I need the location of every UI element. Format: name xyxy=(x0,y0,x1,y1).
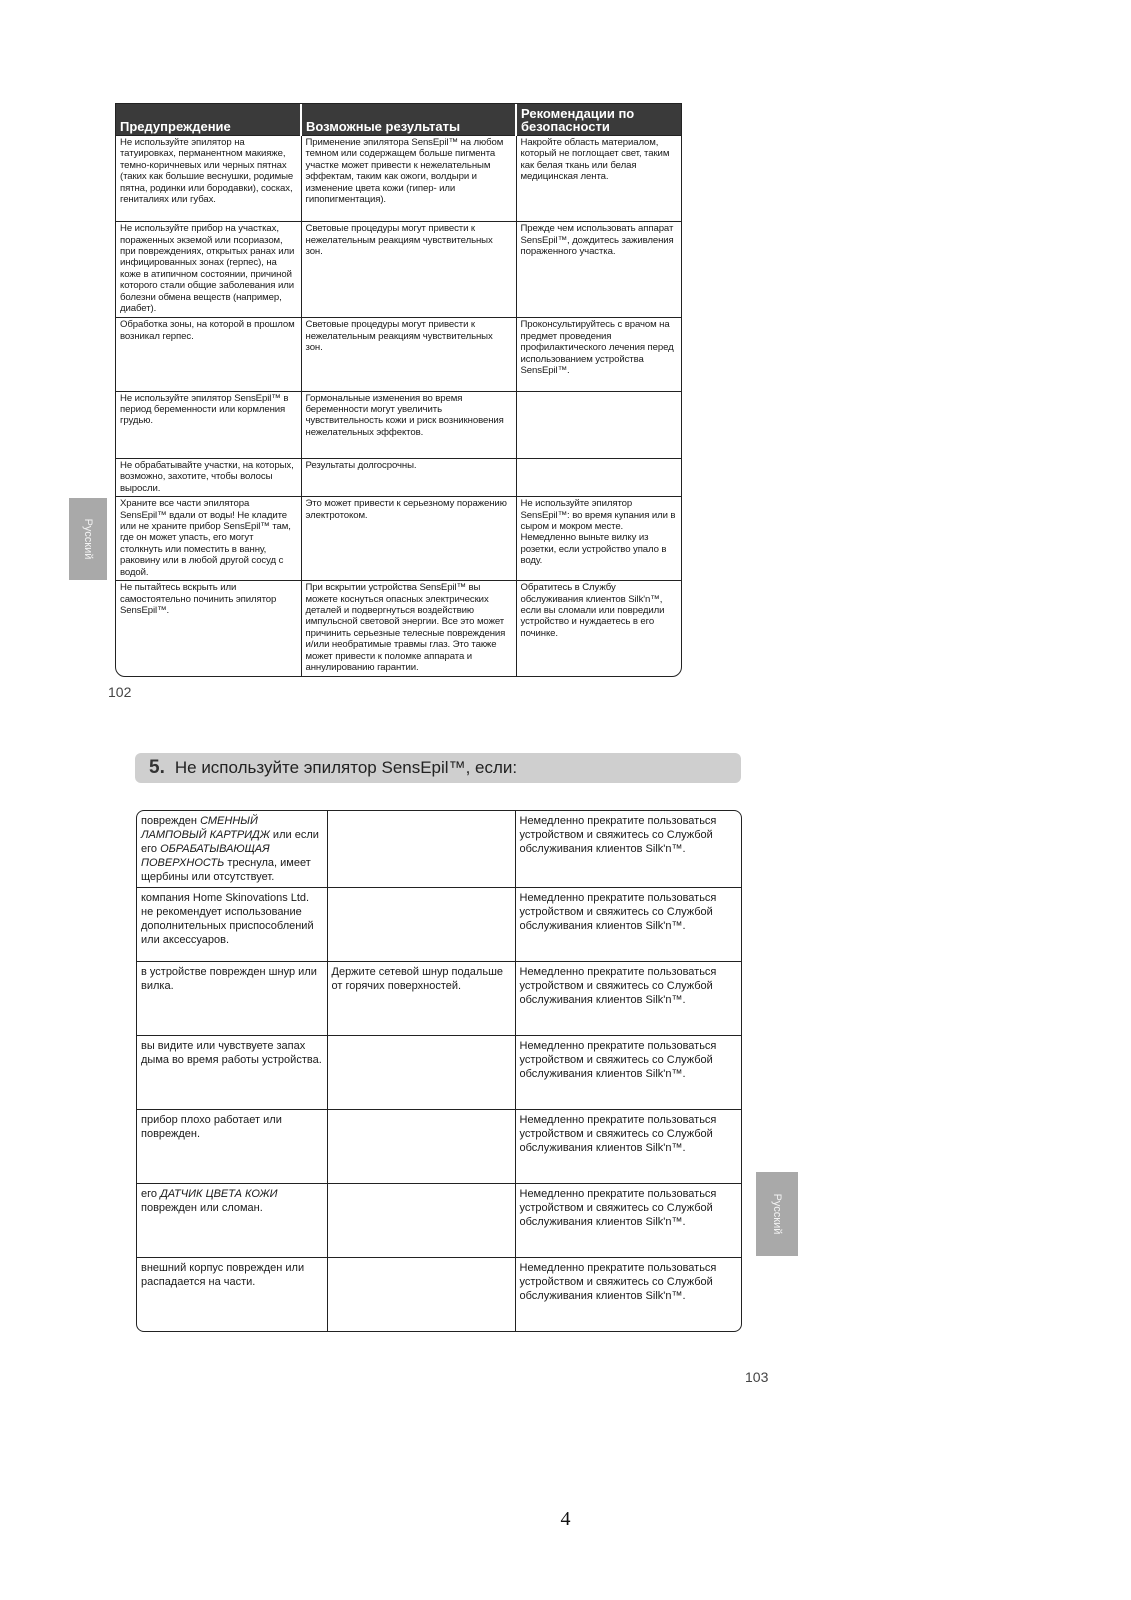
condition-text: треснула, имеет щербины или отсутствует. xyxy=(141,857,311,883)
condition-text: компания Home Skinovations Ltd. не рекомендует использование дополнительных приспособлений или аксессуаров. xyxy=(141,892,314,946)
result-cell: Применение эпилятора SensEpil™ на любом темном или содержащем больше пигмента участке может привести к нежелательным эффектам, таким как ожоги, волдыри и изменение цвета кожи (гипер- или гипопигментация). xyxy=(301,136,516,222)
section-heading xyxy=(135,753,741,783)
warnings-table-header xyxy=(116,104,681,136)
component-name-text: ДАТЧИК ЦВЕТА КОЖИ xyxy=(160,1188,278,1200)
condition-text: поврежден xyxy=(141,815,201,827)
page-number-left: 102 xyxy=(108,684,132,700)
table-row xyxy=(137,1110,741,1184)
recommendation-cell: Обратитесь в Службу обслуживания клиентов Silk'n™, если вы сломали или повредили устройство и нуждаетесь в его починке. xyxy=(516,581,681,676)
result-cell: Световые процедуры могут привести к нежелательным реакциям чувствительных зон. xyxy=(301,222,516,318)
header-possible-results: Возможные результаты xyxy=(301,104,516,136)
condition-text: прибор плохо работает или поврежден. xyxy=(141,1114,282,1140)
table-row xyxy=(137,962,741,1036)
warning-cell: Не пытайтесь вскрыть или самостоятельно починить эпилятор SensEpil™. xyxy=(116,581,301,676)
condition-cell xyxy=(137,1036,327,1110)
language-side-tab-left xyxy=(69,498,107,580)
condition-cell xyxy=(137,1184,327,1258)
warning-cell: Не обрабатывайте участки, на которых, возможно, захотите, чтобы волосы выросли. xyxy=(116,458,301,496)
do-not-use-table xyxy=(136,810,742,1332)
note-cell xyxy=(327,1110,515,1184)
action-cell: Немедленно прекратите пользоваться устройством и свяжитесь со Службой обслуживания клиентов Silk'n™. xyxy=(515,1184,741,1258)
action-cell: Немедленно прекратите пользоваться устройством и свяжитесь со Службой обслуживания клиентов Silk'n™. xyxy=(515,811,741,888)
condition-text: его xyxy=(141,1188,161,1200)
note-cell xyxy=(327,811,515,888)
action-cell: Немедленно прекратите пользоваться устройством и свяжитесь со Службой обслуживания клиентов Silk'n™. xyxy=(515,962,741,1036)
warning-cell: Не используйте прибор на участках, пораженных экземой или псориазом, при повреждениях, открытых ранах или инфицированных зонах (герпес), на коже в атипичном состоянии, причиной которого стали общие заболевания или болезни обмена веществ (например, диабет). xyxy=(116,222,301,318)
note-cell xyxy=(327,1184,515,1258)
condition-cell xyxy=(137,1110,327,1184)
language-side-tab-right xyxy=(756,1172,798,1256)
table-row xyxy=(137,888,741,962)
component-name-text: ОБРАБАТЫВАЮЩАЯ ПОВЕРХНОСТЬ xyxy=(141,843,270,869)
condition-cell xyxy=(137,962,327,1036)
condition-text: или если его xyxy=(141,829,319,855)
table-row xyxy=(116,391,681,458)
header-safety-recommendations: Рекомендации по безопасности xyxy=(516,104,681,136)
warning-cell: Не используйте эпилятор SensEpil™ в период беременности или кормления грудью. xyxy=(116,391,301,458)
section-number: 5. xyxy=(149,757,165,778)
recommendation-cell xyxy=(516,391,681,458)
note-cell: Держите сетевой шнур подальше от горячих поверхностей. xyxy=(327,962,515,1036)
component-name-text: СМЕННЫЙ ЛАМПОВЫЙ КАРТРИДЖ xyxy=(141,815,270,841)
table-row xyxy=(116,136,681,222)
action-cell: Немедленно прекратите пользоваться устройством и свяжитесь со Службой обслуживания клиентов Silk'n™. xyxy=(515,888,741,962)
note-cell xyxy=(327,888,515,962)
result-cell: Гормональные изменения во время беременности могут увеличить чувствительность кожи и риск возникновения нежелательных эффектов. xyxy=(301,391,516,458)
table-row xyxy=(137,1036,741,1110)
language-tab-label: Русский xyxy=(82,518,94,560)
recommendation-cell: Прежде чем использовать аппарат SensEpil™, дождитесь заживления пораженного участка. xyxy=(516,222,681,318)
table-row xyxy=(116,318,681,391)
section-title: Не используйте эпилятор SensEpil™, если: xyxy=(174,758,518,777)
page-number-right: 103 xyxy=(745,1369,769,1385)
warning-cell: Не используйте эпилятор на татуировках, перманентном макияже, темно-коричневых или черных пятнах (таких как большие веснушки, родимые пятна, родинки или бородавки), сосках, гениталиях или губах. xyxy=(116,136,301,222)
recommendation-cell: Проконсультируйтесь с врачом на предмет проведения профилактического лечения перед использованием устройства SensEpil™. xyxy=(516,318,681,391)
condition-cell xyxy=(137,811,327,888)
warning-cell: Храните все части эпилятора SensEpil™ вдали от воды! Не кладите или не храните прибор SensEpil™ там, где он может упасть, его могут столкнуть или поместить в ванну, раковину или в любой другой сосуд с водой. xyxy=(116,497,301,581)
table-row xyxy=(116,458,681,496)
table-row xyxy=(137,811,741,888)
warnings-table xyxy=(115,103,682,677)
result-cell: При вскрытии устройства SensEpil™ вы можете коснуться опасных электрических деталей и подвергнуться воздействию импульсной световой энергии. Все это может причинить серьезные телесные повреждения и/или необратимые травмы глаз. Это также может привести к поломке аппарата и аннулированию гарантии. xyxy=(301,581,516,676)
warning-cell: Обработка зоны, на которой в прошлом возникал герпес. xyxy=(116,318,301,391)
table-row xyxy=(116,222,681,318)
action-cell: Немедленно прекратите пользоваться устройством и свяжитесь со Службой обслуживания клиентов Silk'n™. xyxy=(515,1036,741,1110)
condition-cell xyxy=(137,1258,327,1333)
table-row xyxy=(137,1258,741,1333)
result-cell: Световые процедуры могут привести к нежелательным реакциям чувствительных зон. xyxy=(301,318,516,391)
language-tab-label: Русский xyxy=(771,1193,783,1235)
note-cell xyxy=(327,1036,515,1110)
result-cell: Результаты долгосрочны. xyxy=(301,458,516,496)
note-cell xyxy=(327,1258,515,1333)
condition-cell xyxy=(137,888,327,962)
action-cell: Немедленно прекратите пользоваться устройством и свяжитесь со Службой обслуживания клиентов Silk'n™. xyxy=(515,1110,741,1184)
result-cell: Это может привести к серьезному поражению электротоком. xyxy=(301,497,516,581)
recommendation-cell xyxy=(516,458,681,496)
table-row xyxy=(116,497,681,581)
condition-text: вы видите или чувствуете запах дыма во время работы устройства. xyxy=(141,1040,322,1066)
condition-text: в устройстве поврежден шнур или вилка. xyxy=(141,966,317,992)
recommendation-cell: Накройте область материалом, который не поглощает свет, таким как белая ткань или белая медицинская лента. xyxy=(516,136,681,222)
condition-text: внешний корпус поврежден или распадается на части. xyxy=(141,1262,305,1288)
document-page-number: 4 xyxy=(560,1508,571,1530)
table-row xyxy=(137,1184,741,1258)
recommendation-cell: Не используйте эпилятор SensEpil™: во время купания или в сыром и мокром месте. Немедленно выньте вилку из розетки, если устройство упало в воду. xyxy=(516,497,681,581)
action-cell: Немедленно прекратите пользоваться устройством и свяжитесь со Службой обслуживания клиентов Silk'n™. xyxy=(515,1258,741,1333)
header-warning: Предупреждение xyxy=(116,104,301,136)
table-row xyxy=(116,581,681,676)
condition-text: поврежден или сломан. xyxy=(141,1202,263,1214)
